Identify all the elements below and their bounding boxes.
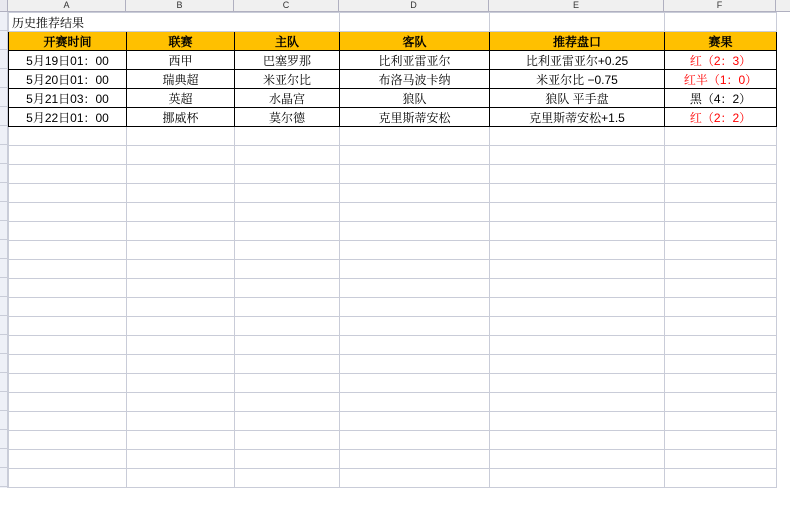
cell-home[interactable]: 米亚尔比	[235, 70, 340, 89]
empty-cell[interactable]	[490, 393, 665, 412]
title-row-filler-d[interactable]	[340, 13, 490, 32]
empty-cell[interactable]	[9, 203, 127, 222]
sheet-title[interactable]: 历史推荐结果	[9, 13, 340, 32]
empty-row	[9, 431, 777, 450]
empty-row	[9, 165, 777, 184]
row-header-cell[interactable]	[0, 411, 7, 430]
cell-time[interactable]: 5月19日01：00	[9, 51, 127, 70]
empty-cell[interactable]	[340, 127, 490, 146]
empty-cell[interactable]	[665, 146, 777, 165]
empty-cell[interactable]	[9, 241, 127, 260]
empty-cell[interactable]	[665, 355, 777, 374]
row-header-cell[interactable]	[0, 392, 7, 411]
header-cell-time[interactable]: 开赛时间	[9, 32, 127, 51]
empty-row	[9, 412, 777, 431]
empty-cell[interactable]	[665, 412, 777, 431]
column-header-c[interactable]: C	[234, 0, 339, 11]
empty-cell[interactable]	[665, 127, 777, 146]
empty-cell[interactable]	[127, 469, 235, 488]
cell-time[interactable]: 5月21日03：00	[9, 89, 127, 108]
table-row	[9, 51, 777, 70]
empty-cell[interactable]	[9, 279, 127, 298]
empty-cell[interactable]	[665, 298, 777, 317]
empty-cell[interactable]	[665, 469, 777, 488]
empty-cell[interactable]	[490, 412, 665, 431]
empty-cell[interactable]	[235, 317, 340, 336]
empty-row	[9, 203, 777, 222]
cell-time[interactable]: 5月22日01：00	[9, 108, 127, 127]
empty-cell[interactable]	[490, 298, 665, 317]
cell-home[interactable]: 巴塞罗那	[235, 51, 340, 70]
empty-cell[interactable]	[665, 260, 777, 279]
header-cell-home[interactable]: 主队	[235, 32, 340, 51]
row-header-cell[interactable]	[0, 12, 7, 31]
empty-cell[interactable]	[490, 469, 665, 488]
empty-cell[interactable]	[9, 298, 127, 317]
empty-cell[interactable]	[340, 146, 490, 165]
empty-cell[interactable]	[127, 412, 235, 431]
empty-cell[interactable]	[127, 146, 235, 165]
empty-row	[9, 374, 777, 393]
row-header-cell[interactable]	[0, 183, 7, 202]
empty-cell[interactable]	[490, 184, 665, 203]
empty-cell[interactable]	[665, 374, 777, 393]
empty-cell[interactable]	[665, 241, 777, 260]
empty-cell[interactable]	[340, 355, 490, 374]
empty-cell[interactable]	[235, 412, 340, 431]
empty-row	[9, 260, 777, 279]
empty-cell[interactable]	[127, 279, 235, 298]
empty-cell[interactable]	[9, 412, 127, 431]
empty-cell[interactable]	[665, 393, 777, 412]
cell-result[interactable]: 红（2：2）	[665, 108, 777, 127]
empty-cell[interactable]	[340, 260, 490, 279]
row-header-cell[interactable]	[0, 335, 7, 354]
row-header-cell[interactable]	[0, 164, 7, 183]
empty-cell[interactable]	[340, 393, 490, 412]
empty-cell[interactable]	[235, 450, 340, 469]
cell-result[interactable]: 黑（4：2）	[665, 89, 777, 108]
row-header-cell[interactable]	[0, 145, 7, 164]
empty-cell[interactable]	[127, 241, 235, 260]
empty-cell[interactable]	[235, 165, 340, 184]
empty-cell[interactable]	[9, 165, 127, 184]
empty-cell[interactable]	[127, 450, 235, 469]
cell-away[interactable]: 克里斯蒂安松	[340, 108, 490, 127]
empty-row	[9, 469, 777, 488]
empty-cell[interactable]	[235, 431, 340, 450]
row-header-cell[interactable]	[0, 468, 7, 487]
header-cell-pick[interactable]: 推荐盘口	[490, 32, 665, 51]
empty-cell[interactable]	[9, 222, 127, 241]
empty-cell[interactable]	[9, 336, 127, 355]
empty-cell[interactable]	[340, 165, 490, 184]
empty-cell[interactable]	[490, 127, 665, 146]
cell-result[interactable]: 红（2：3）	[665, 51, 777, 70]
empty-cell[interactable]	[340, 469, 490, 488]
cell-away[interactable]: 狼队	[340, 89, 490, 108]
empty-cell[interactable]	[235, 279, 340, 298]
column-header-f[interactable]: F	[664, 0, 776, 11]
empty-cell[interactable]	[665, 184, 777, 203]
empty-row	[9, 222, 777, 241]
empty-cell[interactable]	[340, 431, 490, 450]
empty-cell[interactable]	[127, 374, 235, 393]
empty-cell[interactable]	[127, 317, 235, 336]
empty-cell[interactable]	[235, 146, 340, 165]
empty-cell[interactable]	[665, 203, 777, 222]
row-header-cell[interactable]	[0, 50, 7, 69]
empty-cell[interactable]	[9, 317, 127, 336]
empty-cell[interactable]	[340, 412, 490, 431]
empty-cell[interactable]	[9, 184, 127, 203]
empty-cell[interactable]	[127, 393, 235, 412]
empty-cell[interactable]	[340, 450, 490, 469]
header-cell-league[interactable]: 联赛	[127, 32, 235, 51]
empty-cell[interactable]	[127, 260, 235, 279]
cell-league[interactable]: 英超	[127, 89, 235, 108]
cell-home[interactable]: 莫尔德	[235, 108, 340, 127]
cell-pick[interactable]: 狼队 平手盘	[490, 89, 665, 108]
cell-away[interactable]: 比利亚雷亚尔	[340, 51, 490, 70]
select-all-corner[interactable]	[0, 0, 8, 11]
empty-cell[interactable]	[9, 355, 127, 374]
empty-cell[interactable]	[235, 222, 340, 241]
row-header-cell[interactable]	[0, 107, 7, 126]
empty-cell[interactable]	[490, 165, 665, 184]
row-header-cell[interactable]	[0, 240, 7, 259]
row-header-cell[interactable]	[0, 202, 7, 221]
title-row	[9, 13, 777, 32]
empty-cell[interactable]	[235, 298, 340, 317]
empty-cell[interactable]	[9, 450, 127, 469]
empty-cell[interactable]	[340, 241, 490, 260]
row-header-cell[interactable]	[0, 259, 7, 278]
empty-cell[interactable]	[235, 203, 340, 222]
title-row-filler-f[interactable]	[665, 13, 777, 32]
empty-cell[interactable]	[490, 203, 665, 222]
empty-cell[interactable]	[235, 355, 340, 374]
table-row	[9, 108, 777, 127]
empty-cell[interactable]	[665, 431, 777, 450]
column-header-a[interactable]: A	[8, 0, 126, 11]
table-row	[9, 70, 777, 89]
empty-cell[interactable]	[665, 450, 777, 469]
row-header-cell[interactable]	[0, 88, 7, 107]
header-cell-result[interactable]: 赛果	[665, 32, 777, 51]
empty-cell[interactable]	[340, 317, 490, 336]
empty-cell[interactable]	[235, 260, 340, 279]
cell-pick[interactable]: 克里斯蒂安松+1.5	[490, 108, 665, 127]
empty-cell[interactable]	[9, 260, 127, 279]
empty-cell[interactable]	[9, 146, 127, 165]
empty-cell[interactable]	[340, 222, 490, 241]
header-cell-away[interactable]: 客队	[340, 32, 490, 51]
cell-league[interactable]: 西甲	[127, 51, 235, 70]
empty-cell[interactable]	[340, 298, 490, 317]
empty-cell[interactable]	[127, 222, 235, 241]
table-row	[9, 89, 777, 108]
empty-cell[interactable]	[665, 222, 777, 241]
empty-cell[interactable]	[490, 241, 665, 260]
empty-cell[interactable]	[127, 127, 235, 146]
empty-cell[interactable]	[9, 469, 127, 488]
empty-cell[interactable]	[127, 336, 235, 355]
cell-league[interactable]: 瑞典超	[127, 70, 235, 89]
empty-cell[interactable]	[490, 355, 665, 374]
row-header-strip	[0, 12, 8, 488]
empty-cell[interactable]	[490, 146, 665, 165]
empty-cell[interactable]	[340, 184, 490, 203]
empty-cell[interactable]	[340, 374, 490, 393]
empty-row	[9, 317, 777, 336]
empty-cell[interactable]	[665, 336, 777, 355]
empty-cell[interactable]	[9, 127, 127, 146]
table-header-row	[9, 32, 777, 51]
empty-cell[interactable]	[127, 431, 235, 450]
empty-cell[interactable]	[235, 336, 340, 355]
empty-cell[interactable]	[235, 393, 340, 412]
empty-cell[interactable]	[9, 393, 127, 412]
column-header-d[interactable]: D	[339, 0, 489, 11]
column-header-e[interactable]: E	[489, 0, 664, 11]
row-header-cell[interactable]	[0, 430, 7, 449]
empty-cell[interactable]	[490, 317, 665, 336]
empty-cell[interactable]	[340, 279, 490, 298]
column-header-strip	[0, 0, 790, 12]
row-header-cell[interactable]	[0, 221, 7, 240]
column-header-b[interactable]: B	[126, 0, 234, 11]
cell-league[interactable]: 挪威杯	[127, 108, 235, 127]
row-header-cell[interactable]	[0, 316, 7, 335]
empty-row	[9, 450, 777, 469]
grid-wrapper	[0, 12, 790, 488]
row-header-cell[interactable]	[0, 354, 7, 373]
empty-cell[interactable]	[490, 336, 665, 355]
empty-cell[interactable]	[235, 374, 340, 393]
row-header-cell[interactable]	[0, 373, 7, 392]
empty-cell[interactable]	[665, 279, 777, 298]
title-row-filler-e[interactable]	[490, 13, 665, 32]
empty-cell[interactable]	[127, 165, 235, 184]
empty-row	[9, 279, 777, 298]
data-grid	[8, 12, 777, 488]
row-header-cell[interactable]	[0, 126, 7, 145]
empty-cell[interactable]	[127, 298, 235, 317]
empty-row	[9, 336, 777, 355]
empty-cell[interactable]	[490, 222, 665, 241]
empty-cell[interactable]	[490, 431, 665, 450]
row-header-cell[interactable]	[0, 69, 7, 88]
empty-cell[interactable]	[340, 336, 490, 355]
row-header-cell[interactable]	[0, 278, 7, 297]
empty-cell[interactable]	[235, 241, 340, 260]
empty-cell[interactable]	[235, 469, 340, 488]
cell-time[interactable]: 5月20日01：00	[9, 70, 127, 89]
empty-cell[interactable]	[340, 203, 490, 222]
row-header-cell[interactable]	[0, 31, 7, 50]
row-header-cell[interactable]	[0, 449, 7, 468]
empty-cell[interactable]	[9, 374, 127, 393]
empty-cell[interactable]	[127, 203, 235, 222]
empty-cell[interactable]	[235, 127, 340, 146]
empty-row	[9, 127, 777, 146]
empty-cell[interactable]	[665, 165, 777, 184]
cell-pick[interactable]: 比利亚雷亚尔+0.25	[490, 51, 665, 70]
empty-row	[9, 146, 777, 165]
empty-row	[9, 184, 777, 203]
empty-cell[interactable]	[9, 431, 127, 450]
empty-cell[interactable]	[127, 355, 235, 374]
cell-home[interactable]: 水晶宫	[235, 89, 340, 108]
empty-cell[interactable]	[490, 374, 665, 393]
cell-pick[interactable]: 米亚尔比 −0.75	[490, 70, 665, 89]
empty-row	[9, 355, 777, 374]
empty-row	[9, 298, 777, 317]
empty-cell[interactable]	[490, 260, 665, 279]
empty-cell[interactable]	[490, 279, 665, 298]
empty-row	[9, 393, 777, 412]
empty-cell[interactable]	[235, 184, 340, 203]
empty-cell[interactable]	[490, 450, 665, 469]
cell-away[interactable]: 布洛马波卡纳	[340, 70, 490, 89]
empty-cell[interactable]	[127, 184, 235, 203]
cell-result[interactable]: 红半（1：0）	[665, 70, 777, 89]
row-header-cell[interactable]	[0, 297, 7, 316]
empty-cell[interactable]	[665, 317, 777, 336]
empty-row	[9, 241, 777, 260]
